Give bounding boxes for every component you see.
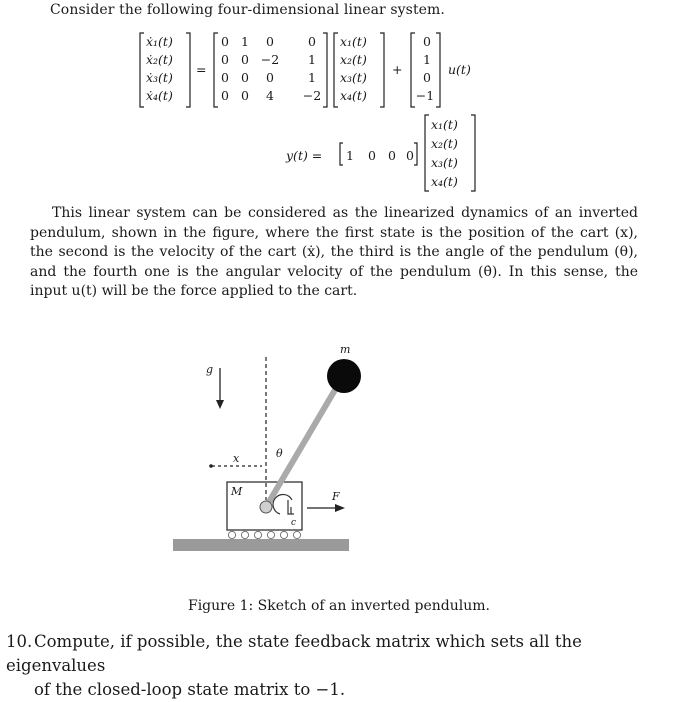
lhs-row-3: ẋ₃(t) [146,70,173,85]
label-mass: m [340,343,351,356]
a-4-4: −2 [302,88,322,103]
description-paragraph: This linear system can be considered as the linearized dynamics of an inverted pendulum, shown in the figure, where the first state is the position of the cart (x), the second is the velocity of the cart (ẋ), the third is the angle of the pendulum (θ), and the fourth one is the angular velocity of the pendulum (θ̇). In this sense, the input u(t) will be the force applied to the cart. [30,205,638,299]
question-10 [6,630,666,702]
output-lhs: y(t) = [286,148,323,163]
label-position: x [233,452,240,465]
ox-row-3: x₃(t) [431,155,458,170]
label-damping: c [291,518,297,528]
lhs-row-2: ẋ₂(t) [146,52,173,67]
x-row-1: x₁(t) [340,34,367,49]
intro-text: Consider the following four-dimensional linear system. [50,2,445,18]
x-row-3: x₃(t) [340,70,367,85]
a-2-3: −2 [260,52,280,67]
ground-bar [173,539,349,551]
b-3: 0 [423,70,431,85]
gravity-arrow-head [216,400,224,409]
a-1-2: 1 [241,34,249,49]
b-4: −1 [415,88,435,103]
pendulum-mass [327,359,361,393]
matrix-a [214,33,327,107]
c-1: 1 [346,148,354,163]
lhs-row-4: ẋ₄(t) [146,88,173,103]
ox-row-4: x₄(t) [431,174,458,189]
a-4-3: 4 [266,88,274,103]
pendulum-rod [266,378,342,507]
a-3-1: 0 [221,70,229,85]
c-4: 0 [406,148,414,163]
ox-row-2: x₂(t) [431,136,458,151]
a-3-3: 0 [266,70,274,85]
a-3-2: 0 [241,70,249,85]
a-2-4: 1 [308,52,316,67]
lhs-vector [140,33,190,107]
a-1-1: 0 [221,34,229,49]
output-state-vector [425,115,475,191]
a-1-4: 0 [308,34,316,49]
a-4-2: 0 [241,88,249,103]
a-2-2: 0 [241,52,249,67]
force-arrow-head [335,504,345,512]
input-u: u(t) [448,62,471,77]
c-2: 0 [368,148,376,163]
a-3-4: 1 [308,70,316,85]
state-vector [334,33,384,107]
pendulum-figure [173,343,361,551]
question-number: 10. [6,632,33,651]
figure-caption: Figure 1: Sketch of an inverted pendulum. [187,598,490,614]
b-2: 1 [423,52,431,67]
c-3: 0 [388,148,396,163]
label-cart-mass: M [231,485,243,498]
label-force: F [332,490,340,503]
question-line-2: of the closed-loop state matrix to −1. [34,680,346,699]
equals-sign: = [196,62,207,77]
plus-sign: + [392,62,403,77]
a-1-3: 0 [266,34,274,49]
matrix-b [411,33,440,107]
label-gravity: g [206,363,214,376]
x-row-2: x₂(t) [340,52,367,67]
ox-row-1: x₁(t) [431,117,458,132]
question-line-1: Compute, if possible, the state feedback matrix which sets all the eigenvalues [6,632,582,675]
origin-dot [209,464,213,468]
lhs-row-1: ẋ₁(t) [146,34,173,49]
cart-wheels [228,531,300,538]
a-4-1: 0 [221,88,229,103]
b-1: 0 [423,34,431,49]
label-angle: θ [276,447,283,460]
pendulum-pivot [260,501,272,513]
x-row-4: x₄(t) [340,88,367,103]
matrix-c [340,143,417,165]
a-2-1: 0 [221,52,229,67]
